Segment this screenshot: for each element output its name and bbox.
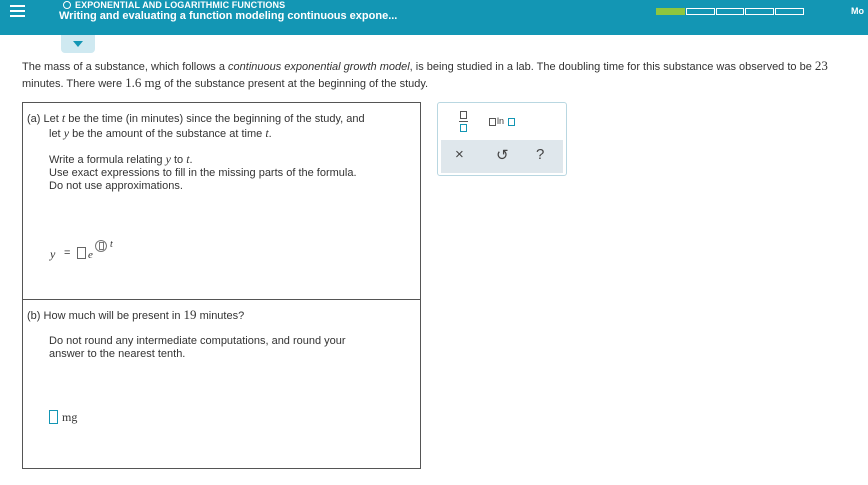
amount-input[interactable]: [49, 410, 58, 424]
part-b-instruction-2: answer to the nearest tenth.: [49, 348, 186, 360]
formula-e: e: [88, 249, 93, 261]
module-title-text: EXPONENTIAL AND LOGARITHMIC FUNCTIONS: [75, 0, 286, 10]
part-b-instruction-1: Do not round any intermediate computations, and round your: [49, 335, 346, 347]
progress-segment: [716, 8, 745, 15]
part-b-box: [22, 299, 421, 469]
module-title: [63, 0, 285, 10]
progress-segment: [656, 8, 685, 15]
fraction-tool-icon[interactable]: [459, 111, 469, 135]
chevron-down-icon: [73, 41, 83, 47]
header-bar: [0, 0, 868, 35]
part-a-intro-line1: (a) Let t be the time (in minutes) since the beginning of the study, and: [27, 111, 365, 125]
part-a-instruction-2: Use exact expressions to fill in the missing parts of the formula.: [49, 167, 357, 179]
progress-bar: [656, 8, 804, 15]
part-a-intro-line2: let y be the amount of the substance at time t.: [49, 126, 272, 140]
undo-icon[interactable]: ↺: [496, 147, 509, 164]
progress-segment: [686, 8, 715, 15]
module-circle-icon: [63, 1, 71, 9]
more-button[interactable]: Mo: [851, 6, 864, 16]
collapse-toggle[interactable]: [61, 35, 95, 53]
coefficient-input[interactable]: [77, 247, 86, 259]
amount-unit: mg: [62, 410, 78, 424]
progress-segment: [775, 8, 804, 15]
clear-icon[interactable]: ×: [455, 146, 464, 163]
menu-icon[interactable]: [10, 2, 28, 22]
topic-title: Writing and evaluating a function modeling continuous expone...: [59, 10, 398, 22]
part-b-question: (b) How much will be present in 19 minutes?: [27, 307, 245, 322]
exponent-inner-box: [99, 242, 104, 250]
part-a-instruction-3: Do not use approximations.: [49, 180, 183, 192]
part-a-instruction-1: Write a formula relating y to t.: [49, 152, 193, 166]
formula-equals: =: [64, 247, 71, 259]
formula-y: y: [50, 247, 56, 261]
toolbox-actions: [441, 140, 563, 173]
problem-statement: The mass of a substance, which follows a continuous exponential growth model, is being studied in a lab. The doubling time for this substance was observed to be 23 minutes. There were 1.6 mg of the substance present at the beginning of the study.: [22, 58, 828, 90]
progress-segment: [745, 8, 774, 15]
log-tool-label: ln: [497, 116, 505, 126]
formula-t: t: [110, 239, 113, 250]
help-icon[interactable]: ?: [536, 146, 545, 163]
